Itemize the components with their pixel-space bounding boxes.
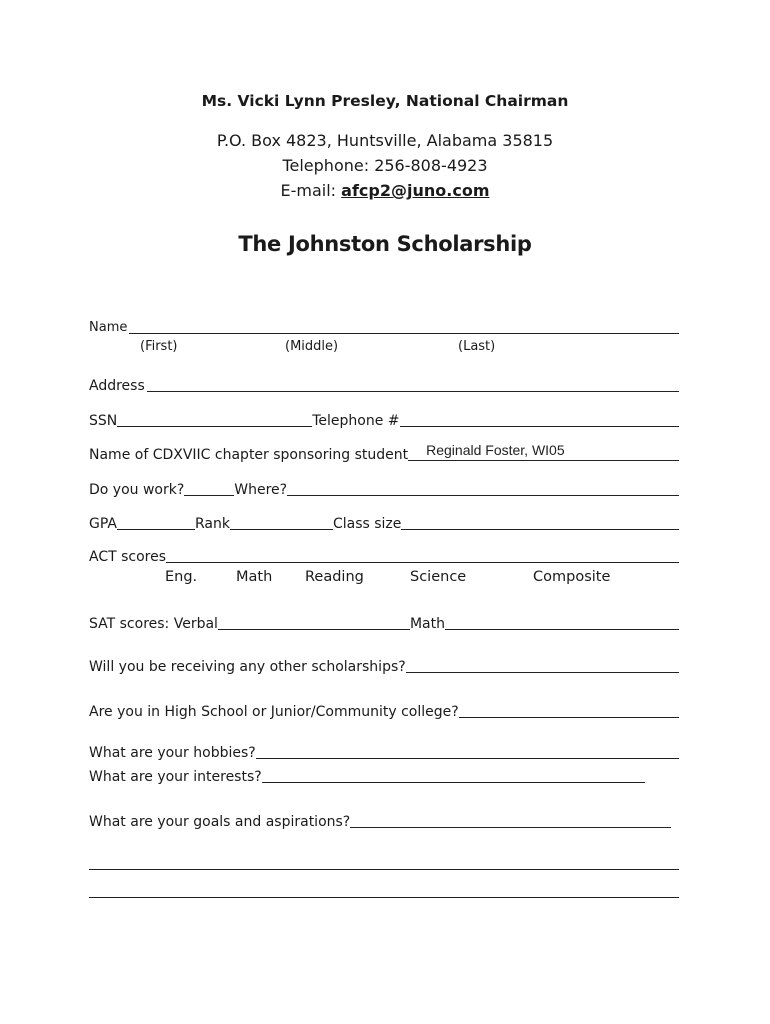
act-composite-caption: Composite	[533, 569, 611, 585]
chairman-line: Ms. Vicki Lynn Presley, National Chairman	[201, 92, 569, 110]
contact-email-line	[0, 181, 770, 200]
where-label: Where?	[234, 482, 288, 498]
other-scholarships-field[interactable]	[406, 656, 679, 673]
where-field[interactable]	[287, 479, 679, 496]
sat-verbal-field[interactable]	[218, 613, 410, 630]
name-row	[89, 316, 679, 336]
act-eng-caption: Eng.	[165, 569, 198, 585]
academic-row	[89, 512, 679, 532]
sat-math-label: Math	[409, 616, 445, 632]
page-title: The Johnston Scholarship	[238, 232, 532, 256]
sat-row	[89, 612, 679, 632]
other-scholarships-label: Will you be receiving any other scholarships?	[89, 659, 406, 675]
ssn-field[interactable]	[117, 410, 312, 427]
act-reading-caption: Reading	[305, 569, 364, 585]
sat-verbal-label: SAT scores: Verbal	[89, 616, 218, 632]
interests-row	[89, 765, 645, 785]
other-scholarships-row	[89, 655, 679, 675]
name-label: Name	[89, 320, 128, 335]
school-type-row	[89, 700, 679, 720]
act-math-caption: Math	[236, 569, 273, 585]
interests-field[interactable]	[262, 766, 645, 783]
class-size-label: Class size	[332, 516, 402, 532]
hobbies-label: What are your hobbies?	[89, 745, 256, 761]
interests-label: What are your interests?	[89, 769, 262, 785]
address-row	[89, 374, 679, 394]
act-field[interactable]	[166, 546, 679, 563]
rank-label: Rank	[194, 516, 230, 532]
email-label: E-mail:	[280, 181, 337, 200]
goals-field[interactable]	[350, 811, 671, 828]
class-size-field[interactable]	[401, 513, 679, 530]
telephone-field[interactable]	[400, 410, 679, 427]
work-row	[89, 478, 679, 498]
gpa-field[interactable]	[117, 513, 195, 530]
chapter-row	[89, 443, 679, 463]
rank-field[interactable]	[230, 513, 333, 530]
goals-row	[89, 810, 671, 830]
act-row	[89, 545, 679, 565]
act-science-caption: Science	[410, 569, 467, 585]
address-field[interactable]	[147, 375, 679, 392]
telephone-label: Telephone #	[312, 413, 400, 429]
goals-label: What are your goals and aspirations?	[89, 814, 351, 830]
goals-extra-line-2[interactable]	[89, 897, 679, 898]
hobbies-row	[89, 741, 679, 761]
hobbies-field[interactable]	[256, 742, 679, 759]
chapter-field[interactable]	[408, 444, 679, 461]
email-link[interactable]: afcp2@juno.com	[341, 181, 490, 200]
work-label: Do you work?	[89, 482, 185, 498]
name-last-caption: (Last)	[458, 339, 496, 354]
sat-math-field[interactable]	[445, 613, 679, 630]
goals-extra-line-1[interactable]	[89, 869, 679, 870]
chapter-value: Reginald Foster, WI05	[426, 442, 565, 458]
ssn-label: SSN	[89, 413, 118, 429]
address-label: Address	[89, 378, 145, 394]
chapter-label: Name of CDXVIIC chapter sponsoring student	[89, 447, 409, 463]
act-label: ACT scores	[89, 549, 167, 565]
ssn-telephone-row	[89, 409, 679, 429]
name-middle-caption: (Middle)	[285, 339, 339, 354]
name-first-caption: (First)	[140, 339, 178, 354]
work-field[interactable]	[184, 479, 234, 496]
name-field[interactable]	[129, 317, 679, 334]
gpa-label: GPA	[89, 516, 117, 532]
school-type-label: Are you in High School or Junior/Community college?	[89, 704, 459, 720]
school-type-field[interactable]	[459, 701, 679, 718]
mailing-address: P.O. Box 4823, Huntsville, Alabama 35815	[216, 131, 554, 150]
contact-telephone: Telephone: 256-808-4923	[282, 156, 488, 175]
